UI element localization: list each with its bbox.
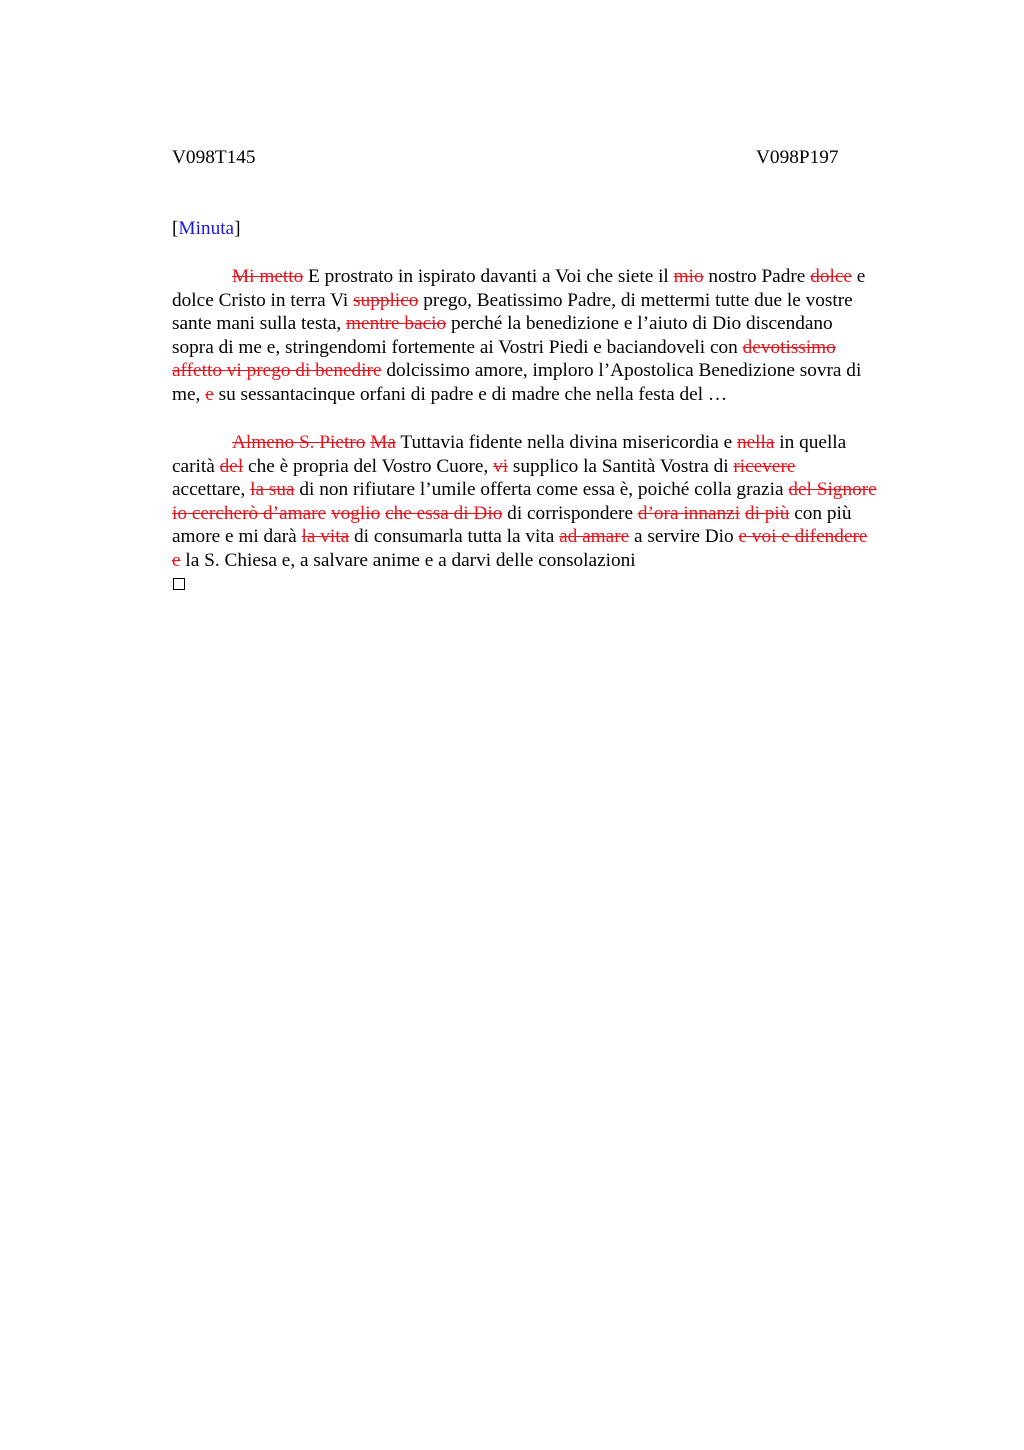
text-segment: nostro Padre bbox=[703, 266, 811, 287]
text-line bbox=[172, 359, 922, 383]
deleted-text: ricevere bbox=[733, 455, 796, 477]
text-line bbox=[172, 265, 922, 289]
deleted-text: affetto vi prego di benedire bbox=[172, 360, 382, 381]
deleted-text: la vita bbox=[301, 526, 350, 547]
deleted-text: mio bbox=[673, 266, 704, 287]
deleted-text: ad amare bbox=[559, 526, 630, 547]
deleted-text: io cercherò d’amare bbox=[172, 502, 327, 524]
text-line bbox=[172, 383, 922, 407]
deleted-text: voglio bbox=[330, 502, 381, 524]
deleted-text: supplico bbox=[353, 289, 419, 311]
deleted-text: e bbox=[172, 549, 181, 571]
text-segment: E prostrato in ispirato davanti a Voi che siete il bbox=[303, 266, 674, 287]
text-segment: sopra di me e, stringendomi fortemente ai Vostri Piedi e baciandoveli con bbox=[172, 336, 743, 358]
text-segment: sante mani sulla testa, bbox=[172, 313, 347, 334]
deleted-text: di più bbox=[744, 502, 790, 524]
deleted-text: del bbox=[219, 455, 244, 477]
text-line bbox=[172, 549, 922, 573]
text-line bbox=[172, 478, 922, 502]
text-segment: su sessantacinque orfani di padre e di madre che nella festa del … bbox=[213, 383, 728, 405]
text-segment: supplico la Santità Vostra di bbox=[508, 455, 734, 477]
end-of-text-square-icon bbox=[173, 578, 185, 590]
text-segment: che è propria del Vostro Cuore, bbox=[243, 455, 494, 477]
document-id-left: V098T145 bbox=[172, 147, 256, 168]
deleted-text: la sua bbox=[250, 479, 295, 500]
deleted-text: Mi metto bbox=[232, 266, 304, 287]
deleted-text: devotissimo bbox=[742, 336, 836, 358]
deleted-text: e voi e difendere bbox=[738, 526, 868, 547]
deleted-text: mentre bacio bbox=[346, 313, 447, 334]
text-segment: e bbox=[851, 266, 866, 287]
section-label-text: Minuta bbox=[178, 218, 235, 239]
bracket-open: [ bbox=[172, 218, 179, 239]
document-id-right: V098P197 bbox=[756, 147, 839, 168]
text-segment: Tuttavia fidente nella divina misericordia e bbox=[395, 432, 737, 453]
text-segment: perché la benedizione e l’aiuto di Dio discendano bbox=[446, 313, 833, 334]
text-segment: prego, Beatissimo Padre, di mettermi tutte due le vostre bbox=[418, 289, 853, 311]
deleted-text: del Signore bbox=[788, 479, 877, 500]
text-segment: di consumarla tutta la vita bbox=[349, 526, 560, 547]
deleted-text: nella bbox=[736, 432, 775, 453]
text-segment: di non rifiutare l’umile offerta come essa è, poiché colla grazia bbox=[294, 479, 789, 500]
text-line bbox=[172, 525, 922, 549]
text-segment: me, bbox=[172, 383, 206, 405]
text-segment: con più bbox=[789, 502, 852, 524]
text-line bbox=[172, 431, 922, 455]
text-segment: dolce Cristo in terra Vi bbox=[172, 289, 354, 311]
text-segment: in quella bbox=[774, 432, 847, 453]
deleted-text: e bbox=[205, 383, 214, 405]
text-line bbox=[172, 336, 922, 360]
text-segment: dolcissimo amore, imploro l’Apostolica Benedizione sovra di bbox=[381, 360, 862, 381]
deleted-text: Ma bbox=[370, 432, 396, 453]
section-label bbox=[172, 217, 241, 241]
paragraph-1 bbox=[172, 265, 922, 406]
text-segment: di corrispondere bbox=[502, 502, 638, 524]
text-segment: carità bbox=[172, 455, 220, 477]
deleted-text: dolce bbox=[810, 266, 852, 287]
deleted-text: vi bbox=[493, 455, 509, 477]
text-line bbox=[172, 312, 922, 336]
text-line bbox=[172, 455, 922, 479]
text-segment: amore e mi darà bbox=[172, 526, 302, 547]
text-line bbox=[172, 502, 922, 526]
text-segment: accettare, bbox=[172, 479, 251, 500]
deleted-text: che essa di Dio bbox=[385, 502, 503, 524]
bracket-close: ] bbox=[234, 218, 241, 239]
text-line bbox=[172, 289, 922, 313]
text-segment: la S. Chiesa e, a salvare anime e a darvi delle consolazioni bbox=[180, 549, 636, 571]
deleted-text: Almeno S. Pietro bbox=[232, 432, 366, 453]
paragraph-2 bbox=[172, 431, 922, 572]
deleted-text: d’ora innanzi bbox=[637, 502, 741, 524]
text-segment: a servire Dio bbox=[629, 526, 739, 547]
